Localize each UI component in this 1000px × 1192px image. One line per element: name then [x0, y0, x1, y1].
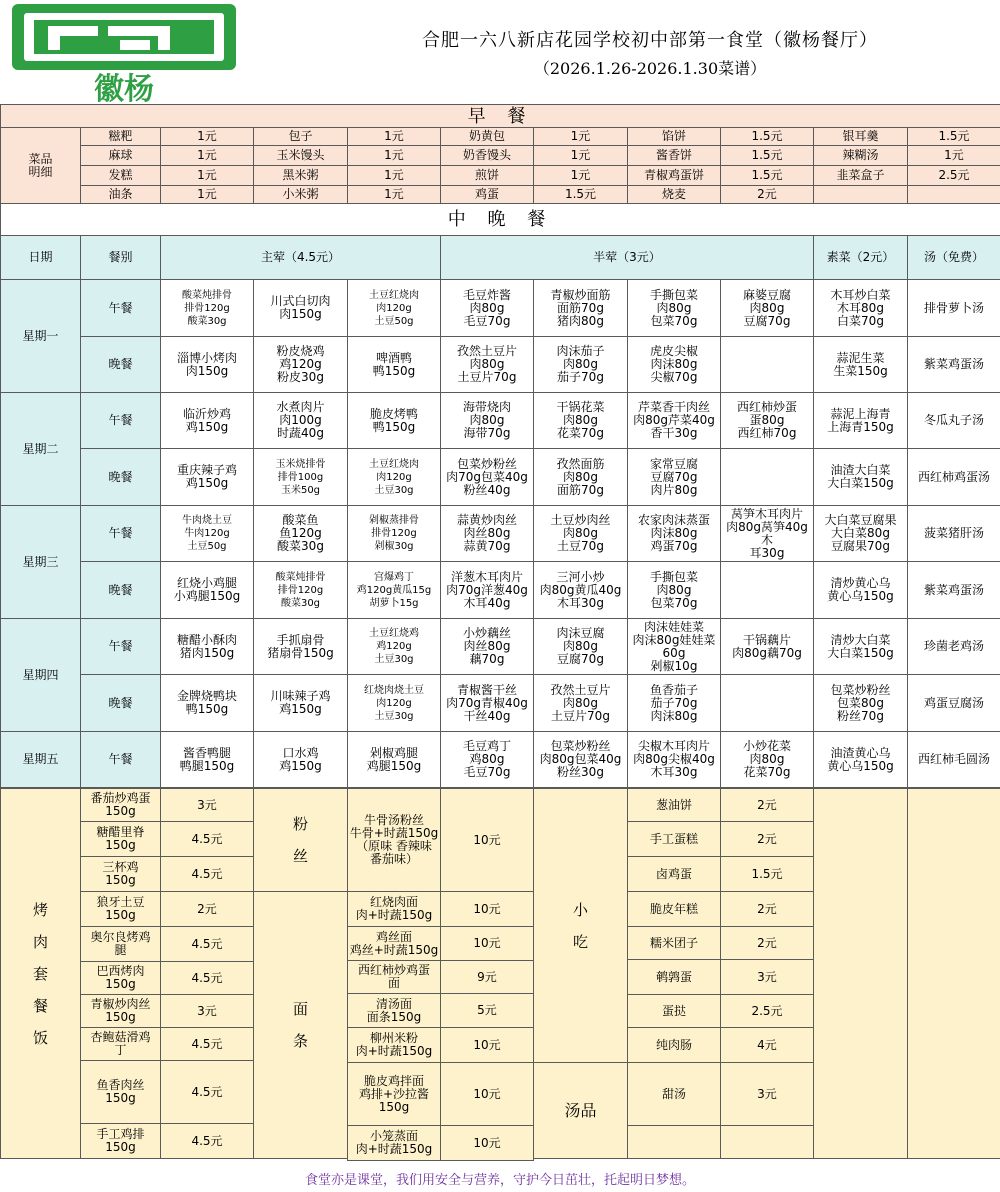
- bbq-item-price: 2元: [160, 891, 254, 927]
- breakfast-item-price: 1元: [347, 165, 441, 186]
- half-meat-cell: 手撕包菜 肉80g 包菜70g: [627, 279, 721, 337]
- bbq-item-name: 鱼香肉丝 150g: [80, 1060, 161, 1124]
- main-dish-cell: 临沂炒鸡 鸡150g: [160, 392, 254, 449]
- noodle-item-name: 柳州米粉 肉+时蔬150g: [347, 1027, 441, 1063]
- noodle-item-name: 西红柿炒鸡蛋 面: [347, 960, 441, 994]
- noodle-item-name: 脆皮鸡拌面 鸡排+沙拉酱 150g: [347, 1062, 441, 1126]
- noodle-item-price: 5元: [440, 993, 534, 1028]
- breakfast-item-price: 1元: [347, 127, 441, 146]
- noodle-item-price: 10元: [440, 1062, 534, 1126]
- vegetable-cell: 包菜炒粉丝 包菜80g 粉丝70g: [813, 674, 908, 732]
- main-dish-cell: 红烧肉烧土豆 肉120g 土豆30g: [347, 674, 441, 732]
- snack-item-price: 1.5元: [720, 856, 814, 892]
- main-dish-cell: 牛肉烧土豆 牛肉120g 土豆50g: [160, 505, 254, 562]
- breakfast-title: 早 餐: [0, 104, 1000, 128]
- noodle-item-name: 鸡丝面 鸡丝+时蔬150g: [347, 926, 441, 961]
- noodle-item-name: 牛骨汤粉丝 牛骨+时蔬150g （原味 香辣味 番茄味）: [347, 788, 441, 892]
- header-meal: 餐别: [80, 235, 161, 280]
- meal-label: 晚餐: [80, 336, 161, 393]
- bbq-item-name: 三杯鸡 150g: [80, 856, 161, 892]
- empty-cell: [813, 788, 908, 1159]
- half-meat-cell: 手撕包菜 肉80g 包菜70g: [627, 561, 721, 619]
- menu-table: [0, 104, 1000, 1165]
- day-label: 星期五: [0, 731, 81, 788]
- main-dish-cell: 剁椒蒸排骨 排骨120g 剁椒30g: [347, 505, 441, 562]
- snack-item-price: 2元: [720, 821, 814, 857]
- breakfast-item-price: 1.5元: [533, 185, 628, 204]
- half-meat-cell: 三河小炒 肉80g黄瓜40g 木耳30g: [533, 561, 628, 619]
- half-meat-cell: 青椒酱干丝 肉70g青椒40g 干丝40g: [440, 674, 534, 732]
- half-meat-cell: 孜然面筋 肉80g 面筋70g: [533, 448, 628, 506]
- noodle-item-name: 红烧肉面 肉+时蔬150g: [347, 891, 441, 927]
- main-dish-cell: 川式白切肉 肉150g: [253, 279, 348, 337]
- breakfast-item-name: 银耳羹: [813, 127, 908, 146]
- bbq-item-price: 3元: [160, 788, 254, 822]
- logo-text: 徽杨: [94, 72, 154, 102]
- date-range: （2026.1.26-2026.1.30菜谱）: [533, 59, 767, 78]
- breakfast-item-name: 糍粑: [80, 127, 161, 146]
- vegetable-cell: 大白菜豆腐果 大白菜80g 豆腐果70g: [813, 505, 908, 562]
- snack-item-name: 卤鸡蛋: [627, 856, 721, 892]
- main-dish-cell: 土豆红烧肉 肉120g 土豆50g: [347, 279, 441, 337]
- bbq-item-price: 4.5元: [160, 821, 254, 857]
- main-dish-cell: 酸菜炖排骨 排骨120g 酸菜30g: [160, 279, 254, 337]
- snack-item-name: 手工蛋糕: [627, 821, 721, 857]
- half-meat-cell: 肉沫豆腐 肉80g 豆腐70g: [533, 618, 628, 675]
- breakfast-item-price: 1.5元: [907, 127, 1000, 146]
- soup-cell: 冬瓜丸子汤: [907, 392, 1000, 449]
- breakfast-item-price: 1元: [160, 127, 254, 146]
- half-meat-cell: [720, 336, 814, 393]
- breakfast-item-name: 烧麦: [627, 185, 721, 204]
- breakfast-item-price: 2.5元: [907, 165, 1000, 186]
- noodle-item-price: 9元: [440, 960, 534, 994]
- breakfast-item-name: 韭菜盒子: [813, 165, 908, 186]
- vegetable-cell: 清炒黄心乌 黄心乌150g: [813, 561, 908, 619]
- breakfast-item-price: 1元: [347, 145, 441, 166]
- bbq-item-name: 番茄炒鸡蛋 150g: [80, 788, 161, 822]
- half-meat-cell: 孜然土豆片 肉80g 土豆片70g: [533, 674, 628, 732]
- main-dish-cell: 川味辣子鸡 鸡150g: [253, 674, 348, 732]
- bbq-item-name: 巴西烤肉 150g: [80, 961, 161, 995]
- half-meat-cell: 土豆炒肉丝 肉80g 土豆70g: [533, 505, 628, 562]
- half-meat-cell: 青椒炒面筋 面筋70g 猪肉80g: [533, 279, 628, 337]
- day-label: 星期二: [0, 392, 81, 506]
- breakfast-item-price: 1.5元: [720, 127, 814, 146]
- bbq-item-price: 4.5元: [160, 961, 254, 995]
- noodle-item-name: 清汤面 面条150g: [347, 993, 441, 1028]
- soup-cell: 排骨萝卜汤: [907, 279, 1000, 337]
- half-meat-cell: 小炒花菜 肉80g 花菜70g: [720, 731, 814, 788]
- snack-item-name: 蛋挞: [627, 994, 721, 1028]
- main-dish-cell: 酸菜鱼 鱼120g 酸菜30g: [253, 505, 348, 562]
- empty-cell: [627, 1125, 721, 1159]
- half-meat-cell: 毛豆炸酱 肉80g 毛豆70g: [440, 279, 534, 337]
- snack-item-price: 3元: [720, 1062, 814, 1126]
- header-date: 日期: [0, 235, 81, 280]
- half-meat-cell: 麻婆豆腐 肉80g 豆腐70g: [720, 279, 814, 337]
- main-dish-cell: 宫爆鸡丁 鸡120g黄瓜15g 胡萝卜15g: [347, 561, 441, 619]
- bbq-item-price: 4.5元: [160, 1027, 254, 1061]
- vegetable-cell: 油渣大白菜 大白菜150g: [813, 448, 908, 506]
- breakfast-item-name: 鸡蛋: [440, 185, 534, 204]
- main-dish-cell: 土豆红烧肉 肉120g 土豆30g: [347, 448, 441, 506]
- breakfast-item-price: 1元: [160, 145, 254, 166]
- snack-item-name: 糯米团子: [627, 926, 721, 960]
- breakfast-item-name: 黑米粥: [253, 165, 348, 186]
- meal-label: 晚餐: [80, 561, 161, 619]
- noodle-item-price: 10元: [440, 788, 534, 892]
- snack-item-name: 脆皮年糕: [627, 891, 721, 927]
- half-meat-cell: [720, 674, 814, 732]
- half-meat-cell: 西红柿炒蛋 蛋80g 西红柿70g: [720, 392, 814, 449]
- breakfast-item-name: 馅饼: [627, 127, 721, 146]
- snack-label: 小 吃: [533, 788, 628, 1063]
- main-dish-cell: 水煮肉片 肉100g 时蔬40g: [253, 392, 348, 449]
- snack-item-price: 2元: [720, 891, 814, 927]
- header-main-dish: 主荤（4.5元）: [160, 235, 441, 280]
- meal-label: 午餐: [80, 505, 161, 562]
- meal-label: 晚餐: [80, 674, 161, 732]
- bbq-item-name: 杏鲍菇滑鸡 丁: [80, 1027, 161, 1061]
- breakfast-item-price: 1.5元: [720, 165, 814, 186]
- breakfast-item-price: [907, 185, 1000, 204]
- bbq-item-name: 糖醋里脊 150g: [80, 821, 161, 857]
- bbq-item-name: 狼牙土豆 150g: [80, 891, 161, 927]
- breakfast-item-price: 1元: [907, 145, 1000, 166]
- snack-item-price: 2元: [720, 926, 814, 960]
- soup-cell: 紫菜鸡蛋汤: [907, 336, 1000, 393]
- header-vegetable: 素菜（2元）: [813, 235, 908, 280]
- vegetable-cell: 木耳炒白菜 木耳80g 白菜70g: [813, 279, 908, 337]
- breakfast-item-price: 1元: [160, 185, 254, 204]
- huiyang-logo: [8, 2, 240, 102]
- meal-label: 晚餐: [80, 448, 161, 506]
- empty-cell: [720, 1125, 814, 1159]
- bbq-item-price: 4.5元: [160, 1123, 254, 1159]
- breakfast-item-price: 1元: [347, 185, 441, 204]
- half-meat-cell: 芹菜香干肉丝 肉80g芹菜40g 香干30g: [627, 392, 721, 449]
- meal-label: 午餐: [80, 731, 161, 788]
- breakfast-item-name: 油条: [80, 185, 161, 204]
- bbq-item-name: 青椒炒肉丝 150g: [80, 994, 161, 1028]
- bbq-item-name: 奥尔良烤鸡 腿: [80, 926, 161, 962]
- main-dish-cell: 酱香鸭腿 鸭腿150g: [160, 731, 254, 788]
- half-meat-cell: 包菜炒粉丝 肉70g包菜40g 粉丝40g: [440, 448, 534, 506]
- snack-item-name: 纯肉肠: [627, 1027, 721, 1063]
- header: [0, 0, 1000, 104]
- main-dish-cell: 手抓扇骨 猪扇骨150g: [253, 618, 348, 675]
- main-dish-cell: 脆皮烤鸭 鸭150g: [347, 392, 441, 449]
- breakfast-item-name: 青椒鸡蛋饼: [627, 165, 721, 186]
- footer-slogan: 食堂亦是课堂，我们用安全与营养，守护今日茁壮，托起明日梦想。: [304, 1173, 695, 1188]
- bbq-set-label: 烤 肉 套 餐 饭: [0, 788, 81, 1159]
- breakfast-item-price: 1元: [160, 165, 254, 186]
- noodle-item-price: 10元: [440, 1027, 534, 1063]
- vegetable-cell: 清炒大白菜 大白菜150g: [813, 618, 908, 675]
- snack-item-price: 2.5元: [720, 994, 814, 1028]
- page-title: 合肥一六八新店花园学校初中部第一食堂（徽杨餐厅）: [422, 30, 878, 51]
- half-meat-cell: 毛豆鸡丁 鸡80g 毛豆70g: [440, 731, 534, 788]
- breakfast-item-price: 1元: [533, 145, 628, 166]
- soup-cell: 西红柿鸡蛋汤: [907, 448, 1000, 506]
- soup-cell: 西红柿毛圆汤: [907, 731, 1000, 788]
- half-meat-cell: 包菜炒粉丝 肉80g包菜40g 粉丝30g: [533, 731, 628, 788]
- noodle-item-price: 10元: [440, 926, 534, 961]
- main-dish-cell: 糖醋小酥肉 猪肉150g: [160, 618, 254, 675]
- bbq-item-price: 4.5元: [160, 1060, 254, 1124]
- half-meat-cell: 肉沫娃娃菜 肉沫80g娃娃菜60g 剁椒10g: [627, 618, 721, 675]
- header-half-meat: 半荤（3元）: [440, 235, 814, 280]
- breakfast-item-name: 麻球: [80, 145, 161, 166]
- main-dish-cell: 金牌烧鸭块 鸭150g: [160, 674, 254, 732]
- snack-item-price: 3元: [720, 959, 814, 995]
- main-dish-cell: 酸菜炖排骨 排骨120g 酸菜30g: [253, 561, 348, 619]
- bbq-item-price: 4.5元: [160, 926, 254, 962]
- half-meat-cell: [720, 561, 814, 619]
- noodle-item-price: 10元: [440, 891, 534, 927]
- day-label: 星期四: [0, 618, 81, 732]
- main-dish-cell: 土豆红烧鸡 鸡120g 土豆30g: [347, 618, 441, 675]
- breakfast-item-name: 酱香饼: [627, 145, 721, 166]
- meal-label: 午餐: [80, 279, 161, 337]
- half-meat-cell: 干锅花菜 肉80g 花菜70g: [533, 392, 628, 449]
- half-meat-cell: 小炒藕丝 肉丝80g 藕70g: [440, 618, 534, 675]
- half-meat-cell: 尖椒木耳肉片 肉80g尖椒40g 木耳30g: [627, 731, 721, 788]
- soup-label: 汤品: [533, 1062, 628, 1159]
- half-meat-cell: 鱼香茄子 茄子70g 肉沫80g: [627, 674, 721, 732]
- breakfast-item-price: 1.5元: [720, 145, 814, 166]
- empty-cell: [907, 788, 1000, 1159]
- vegetable-cell: 油渣黄心乌 黄心乌150g: [813, 731, 908, 788]
- breakfast-row-label: 菜品 明细: [0, 127, 81, 204]
- snack-item-name: 甜汤: [627, 1062, 721, 1126]
- snack-item-name: 葱油饼: [627, 788, 721, 822]
- day-label: 星期三: [0, 505, 81, 619]
- main-dish-cell: 玉米烧排骨 排骨100g 玉米50g: [253, 448, 348, 506]
- noodle-item-name: 小笼蒸面 肉+时蔬150g: [347, 1125, 441, 1161]
- half-meat-cell: 虎皮尖椒 肉沫80g 尖椒70g: [627, 336, 721, 393]
- breakfast-item-name: 奶香馒头: [440, 145, 534, 166]
- bbq-item-price: 3元: [160, 994, 254, 1028]
- half-meat-cell: 农家肉沫蒸蛋 肉沫80g 鸡蛋70g: [627, 505, 721, 562]
- noodle-label: 面 条: [253, 891, 348, 1159]
- main-dish-cell: 剁椒鸡腿 鸡腿150g: [347, 731, 441, 788]
- vegetable-cell: 蒜泥生菜 生菜150g: [813, 336, 908, 393]
- bbq-item-name: 手工鸡排 150g: [80, 1123, 161, 1159]
- bbq-item-price: 4.5元: [160, 856, 254, 892]
- half-meat-cell: 孜然土豆片 肉80g 土豆片70g: [440, 336, 534, 393]
- half-meat-cell: 海带烧肉 肉80g 海带70g: [440, 392, 534, 449]
- half-meat-cell: 莴笋木耳肉片 肉80g莴笋40g木 耳30g: [720, 505, 814, 562]
- lunch-dinner-title: 中 晚 餐: [0, 203, 1000, 236]
- soup-cell: 紫菜鸡蛋汤: [907, 561, 1000, 619]
- main-dish-cell: 啤酒鸭 鸭150g: [347, 336, 441, 393]
- breakfast-item-name: 玉米馒头: [253, 145, 348, 166]
- header-soup: 汤（免费）: [907, 235, 1000, 280]
- half-meat-cell: 洋葱木耳肉片 肉70g洋葱40g 木耳40g: [440, 561, 534, 619]
- soup-cell: 鸡蛋豆腐汤: [907, 674, 1000, 732]
- main-dish-cell: 红烧小鸡腿 小鸡腿150g: [160, 561, 254, 619]
- breakfast-item-name: 煎饼: [440, 165, 534, 186]
- half-meat-cell: 干锅藕片 肉80g藕70g: [720, 618, 814, 675]
- breakfast-item-price: 1元: [533, 165, 628, 186]
- day-label: 星期一: [0, 279, 81, 393]
- breakfast-item-price: 2元: [720, 185, 814, 204]
- main-dish-cell: 口水鸡 鸡150g: [253, 731, 348, 788]
- half-meat-cell: 蒜黄炒肉丝 肉丝80g 蒜黄70g: [440, 505, 534, 562]
- main-dish-cell: 重庆辣子鸡 鸡150g: [160, 448, 254, 506]
- breakfast-item-name: 发糕: [80, 165, 161, 186]
- breakfast-item-name: 小米粥: [253, 185, 348, 204]
- main-dish-cell: 粉皮烧鸡 鸡120g 粉皮30g: [253, 336, 348, 393]
- vegetable-cell: 蒜泥上海青 上海青150g: [813, 392, 908, 449]
- noodle-item-price: 10元: [440, 1125, 534, 1161]
- meal-label: 午餐: [80, 392, 161, 449]
- breakfast-item-price: 1元: [533, 127, 628, 146]
- half-meat-cell: 肉沫茄子 肉80g 茄子70g: [533, 336, 628, 393]
- soup-cell: 菠菜猪肝汤: [907, 505, 1000, 562]
- breakfast-item-name: [813, 185, 908, 204]
- fensi-label: 粉 丝: [253, 788, 348, 892]
- meal-label: 午餐: [80, 618, 161, 675]
- soup-cell: 珍菌老鸡汤: [907, 618, 1000, 675]
- snack-item-price: 4元: [720, 1027, 814, 1063]
- main-dish-cell: 淄博小烤肉 肉150g: [160, 336, 254, 393]
- breakfast-item-name: 奶黄包: [440, 127, 534, 146]
- snack-item-price: 2元: [720, 788, 814, 822]
- half-meat-cell: 家常豆腐 豆腐70g 肉片80g: [627, 448, 721, 506]
- snack-item-name: 鹌鹑蛋: [627, 959, 721, 995]
- breakfast-item-name: 包子: [253, 127, 348, 146]
- half-meat-cell: [720, 448, 814, 506]
- breakfast-item-name: 辣糊汤: [813, 145, 908, 166]
